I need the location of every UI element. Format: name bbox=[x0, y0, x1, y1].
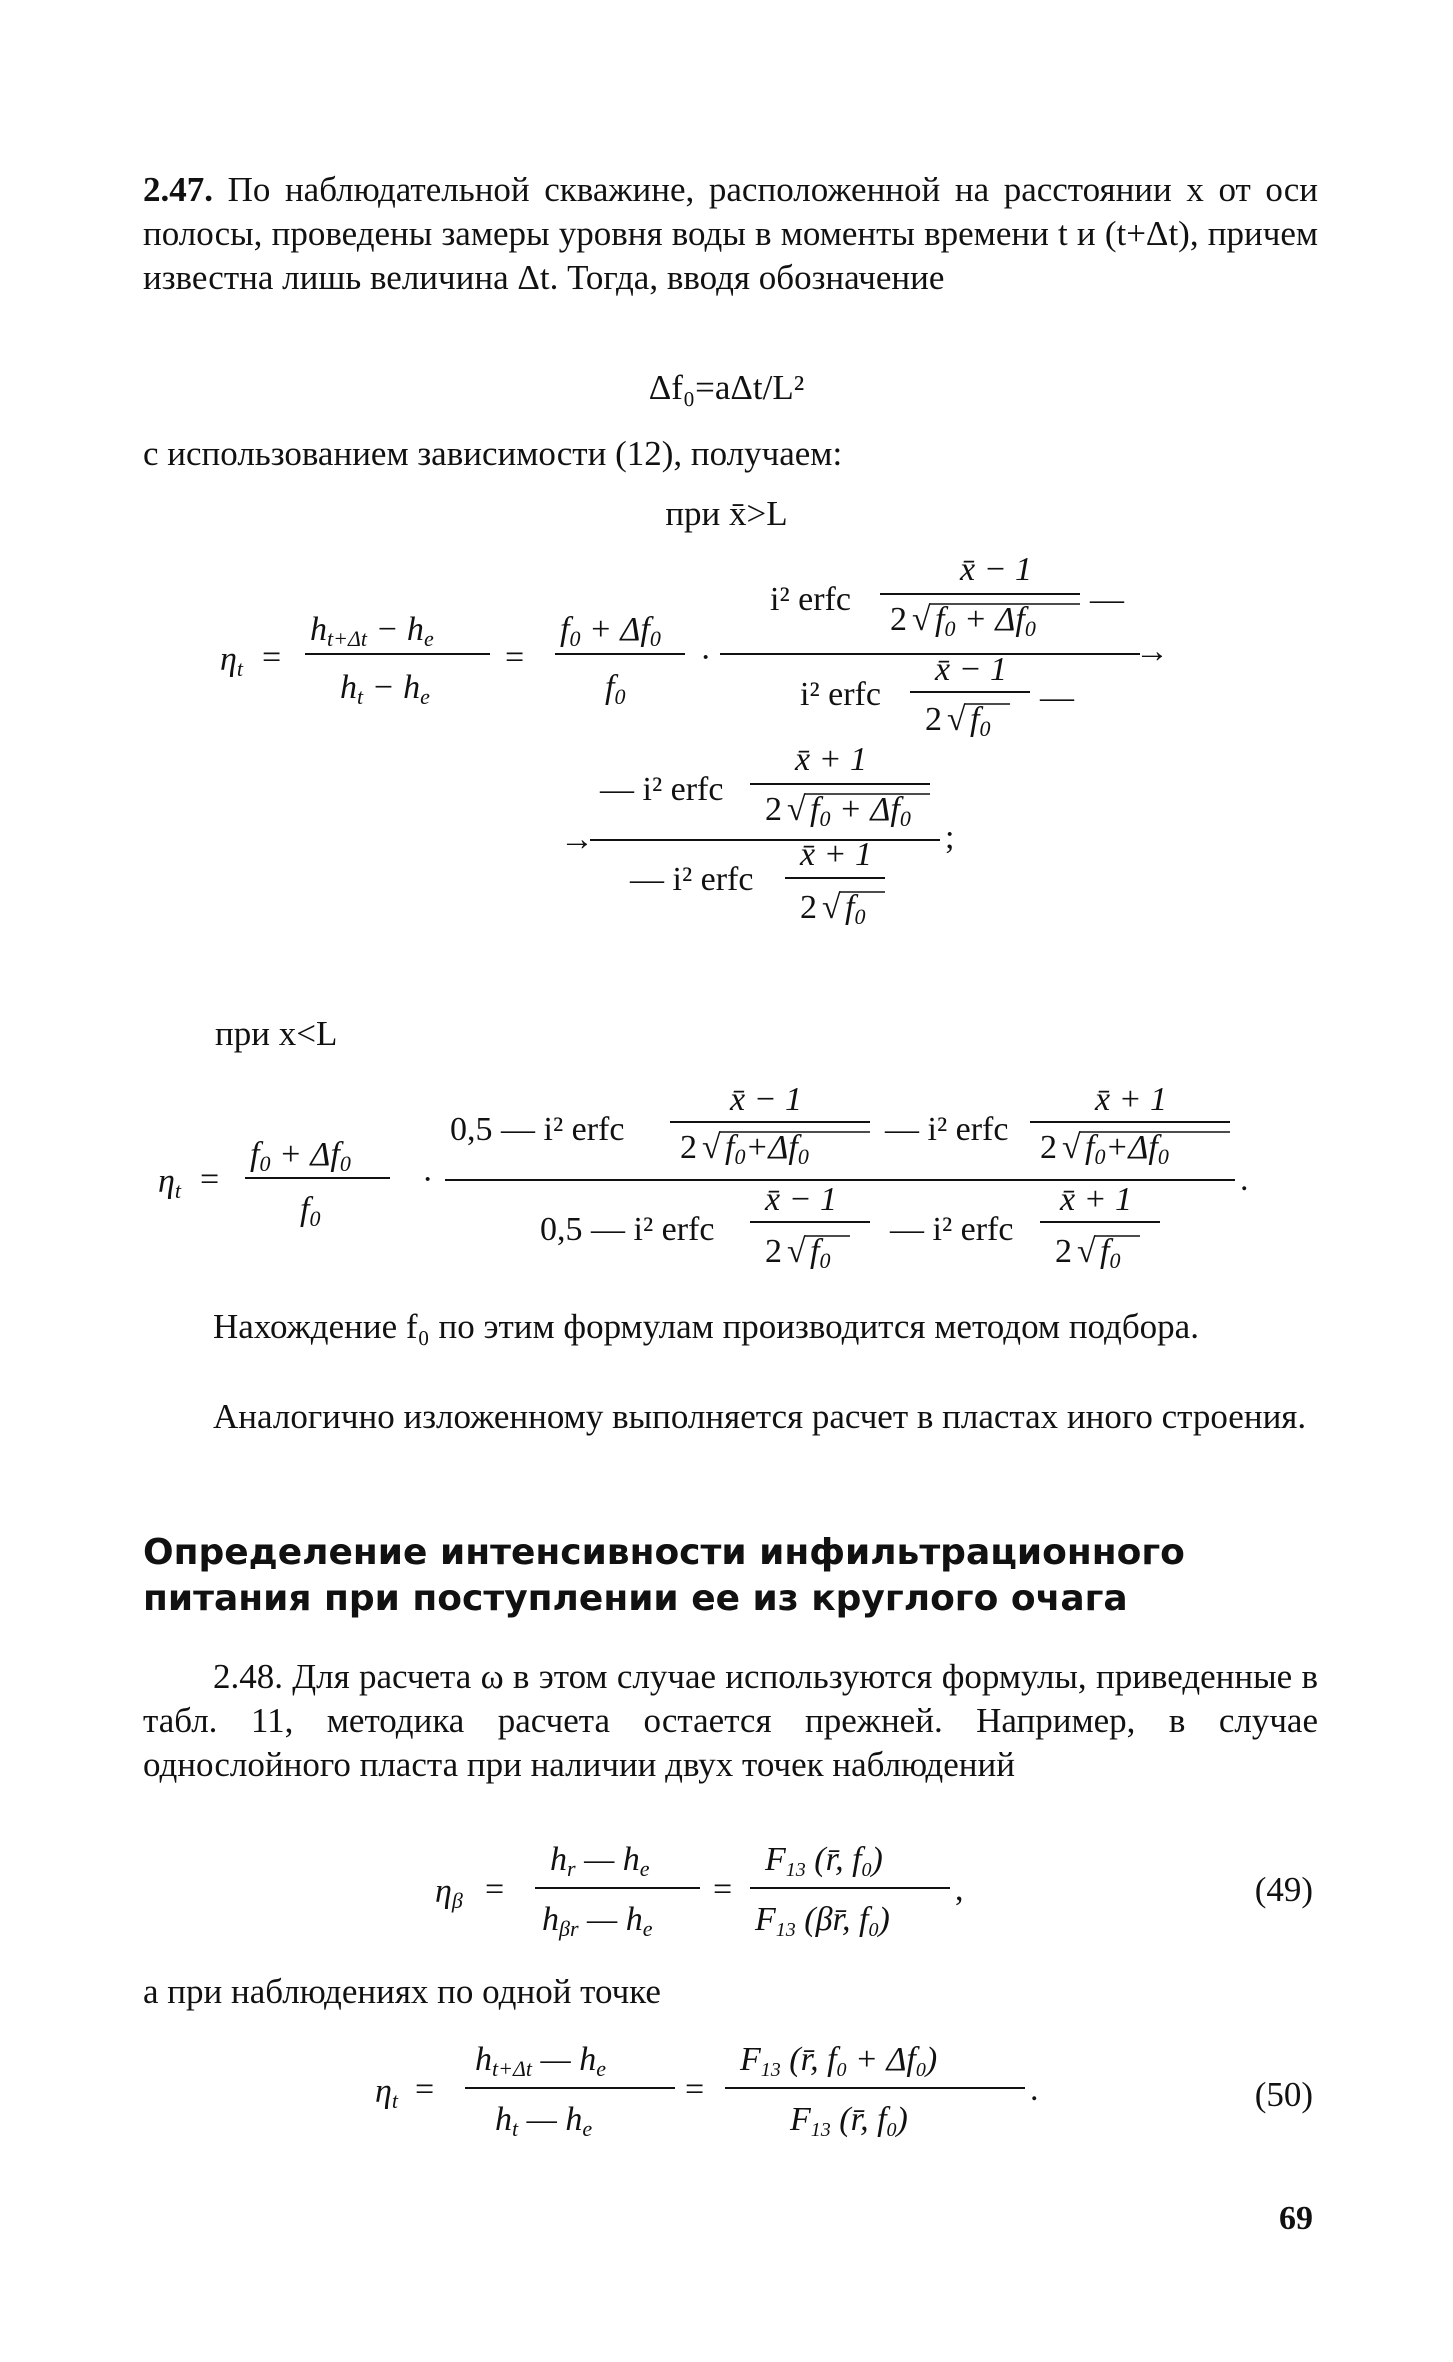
paragraph-one-point: а при наблюдениях по одной точке bbox=[143, 1972, 661, 2011]
svg-text:→: → bbox=[560, 821, 594, 858]
svg-text:i² erfc: i² erfc bbox=[770, 581, 851, 618]
paragraph-text: Для расчета ω в этом случае используются формулы, приведенные в табл. 11, методика расчета остается прежней. Например, в случае однослойного пласта при наличии двух точек наблюдений bbox=[143, 1657, 1318, 1784]
paragraph-2-47 bbox=[143, 168, 1318, 300]
svg-text:f0: f0 bbox=[1100, 1233, 1121, 1273]
svg-text:2: 2 bbox=[765, 1233, 782, 1270]
note-selection-method: Нахождение f₀ по этим формулам производится методом подбора. bbox=[213, 1307, 1199, 1346]
svg-text:x̄ + 1: x̄ + 1 bbox=[800, 836, 873, 873]
page-number: 69 bbox=[1279, 2200, 1313, 2237]
formula-definition: Δf₀=aΔt/L² bbox=[648, 368, 805, 407]
svg-text:hβr — he: hβr — he bbox=[542, 1901, 653, 1941]
paragraph-2-48 bbox=[143, 1655, 1318, 1787]
svg-text:.: . bbox=[1240, 1161, 1249, 1198]
svg-text:x̄ + 1: x̄ + 1 bbox=[795, 741, 868, 778]
note-other-structures: Аналогично изложенному выполняется расчет в пластах иного строения. bbox=[213, 1397, 1307, 1436]
svg-text:2: 2 bbox=[800, 889, 817, 926]
svg-text:2: 2 bbox=[1055, 1233, 1072, 1270]
svg-text:2: 2 bbox=[925, 701, 942, 738]
svg-text:√: √ bbox=[1062, 1129, 1081, 1166]
svg-text:F13 (r̄, f0): F13 (r̄, f0) bbox=[765, 1841, 883, 1881]
equation-50 bbox=[370, 2030, 1070, 2160]
svg-text:ht+Δt − he: ht+Δt − he bbox=[310, 611, 434, 651]
equation-eta-t-case1 bbox=[200, 550, 1260, 990]
heading-line-2: питания при поступлении ее из круглого очага bbox=[143, 1578, 1128, 1619]
svg-text:ηt: ηt bbox=[375, 2073, 398, 2113]
svg-text:ht — he: ht — he bbox=[495, 2101, 593, 2141]
paragraph-text: По наблюдательной скважине, расположенной на расстоянии x от оси полосы, проведены замеры уровня воды в моменты времени t и (t+Δt), причем известна лишь величина Δt. Тогда, вводя обозначение bbox=[143, 170, 1318, 297]
svg-text:— i² erfc: — i² erfc bbox=[630, 861, 754, 898]
svg-text:=: = bbox=[713, 1871, 733, 1908]
svg-text:f0+Δf0: f0+Δf0 bbox=[1085, 1129, 1169, 1169]
case-label-2: при x<L bbox=[215, 1014, 338, 1053]
svg-text:0,5 — i² erfc: 0,5 — i² erfc bbox=[540, 1211, 715, 1248]
section-number: 2.47. bbox=[143, 170, 213, 209]
svg-text:√: √ bbox=[702, 1129, 721, 1166]
svg-text:x̄ − 1: x̄ − 1 bbox=[765, 1181, 838, 1218]
svg-text:=: = bbox=[505, 639, 525, 676]
svg-text:—: — bbox=[1090, 581, 1124, 618]
svg-text:—: — bbox=[1040, 679, 1074, 716]
equation-number-49: (49) bbox=[1254, 1870, 1313, 1909]
svg-text:ht − he: ht − he bbox=[340, 669, 430, 709]
svg-text:x̄ − 1: x̄ − 1 bbox=[935, 651, 1008, 688]
svg-text:f0 + Δf0: f0 + Δf0 bbox=[810, 791, 911, 831]
svg-text:x̄ + 1: x̄ + 1 bbox=[1095, 1081, 1168, 1118]
section-heading bbox=[143, 1530, 1318, 1622]
svg-text:hr — he: hr — he bbox=[550, 1841, 650, 1881]
svg-text:2: 2 bbox=[680, 1129, 697, 1166]
svg-text:F13 (r̄, f0 + Δf0): F13 (r̄, f0 + Δf0) bbox=[740, 2041, 938, 2081]
svg-text:ht+Δt — he: ht+Δt — he bbox=[475, 2041, 606, 2081]
equation-eta-t-case2 bbox=[150, 1080, 1300, 1290]
svg-text:F13 (r̄, f0): F13 (r̄, f0) bbox=[790, 2101, 908, 2141]
svg-text:·: · bbox=[422, 1161, 434, 1198]
svg-text:·: · bbox=[700, 639, 712, 676]
svg-text:→: → bbox=[1135, 633, 1169, 670]
case-label-1: при x̄>L bbox=[665, 494, 788, 533]
svg-text:f0: f0 bbox=[845, 889, 866, 929]
svg-text:— i² erfc: — i² erfc bbox=[890, 1211, 1014, 1248]
svg-text:√: √ bbox=[1077, 1233, 1096, 1270]
svg-text:√: √ bbox=[912, 601, 931, 638]
svg-text:x̄ + 1: x̄ + 1 bbox=[1060, 1181, 1133, 1218]
svg-text:√: √ bbox=[822, 889, 841, 926]
svg-text:=: = bbox=[262, 639, 282, 676]
svg-text:x̄ − 1: x̄ − 1 bbox=[960, 551, 1033, 588]
svg-text:f0: f0 bbox=[300, 1191, 321, 1231]
svg-text:;: ; bbox=[945, 819, 955, 856]
svg-text:f0 + Δf0: f0 + Δf0 bbox=[560, 611, 661, 651]
svg-text:√: √ bbox=[947, 701, 966, 738]
svg-text:f0: f0 bbox=[605, 669, 626, 709]
svg-text:=: = bbox=[685, 2071, 705, 2108]
paragraph-dependency: с использованием зависимости (12), получаем: bbox=[143, 434, 843, 473]
svg-text:— i² erfc: — i² erfc bbox=[600, 771, 724, 808]
svg-text:0,5 — i² erfc: 0,5 — i² erfc bbox=[450, 1111, 625, 1148]
svg-text:f0+Δf0: f0+Δf0 bbox=[725, 1129, 809, 1169]
svg-text:=: = bbox=[485, 1871, 505, 1908]
svg-text:f0: f0 bbox=[970, 701, 991, 741]
svg-text:,: , bbox=[955, 1871, 964, 1908]
svg-text:i² erfc: i² erfc bbox=[800, 676, 881, 713]
equation-49 bbox=[430, 1830, 1030, 1960]
svg-text:√: √ bbox=[787, 1233, 806, 1270]
svg-text:2: 2 bbox=[1040, 1129, 1057, 1166]
heading-line-1: Определение интенсивности инфильтрационного bbox=[143, 1532, 1185, 1573]
svg-text:2: 2 bbox=[890, 601, 907, 638]
svg-text:f0 + Δf0: f0 + Δf0 bbox=[250, 1136, 351, 1176]
svg-text:f0: f0 bbox=[810, 1233, 831, 1273]
svg-text:2: 2 bbox=[765, 791, 782, 828]
equation-number-50: (50) bbox=[1254, 2075, 1313, 2114]
svg-text:F13 (βr̄, f0): F13 (βr̄, f0) bbox=[755, 1901, 890, 1941]
svg-text:=: = bbox=[415, 2071, 435, 2108]
svg-text:f0 + Δf0: f0 + Δf0 bbox=[935, 601, 1036, 641]
section-number: 2.48. bbox=[213, 1657, 283, 1696]
svg-text:x̄ − 1: x̄ − 1 bbox=[730, 1081, 803, 1118]
eq-symbol: ηt bbox=[220, 641, 243, 681]
svg-text:— i² erfc: — i² erfc bbox=[885, 1111, 1009, 1148]
svg-text:.: . bbox=[1030, 2071, 1039, 2108]
svg-text:ηβ: ηβ bbox=[435, 1873, 463, 1913]
svg-text:ηt: ηt bbox=[158, 1163, 181, 1203]
svg-text:√: √ bbox=[787, 791, 806, 828]
svg-text:=: = bbox=[200, 1161, 220, 1198]
